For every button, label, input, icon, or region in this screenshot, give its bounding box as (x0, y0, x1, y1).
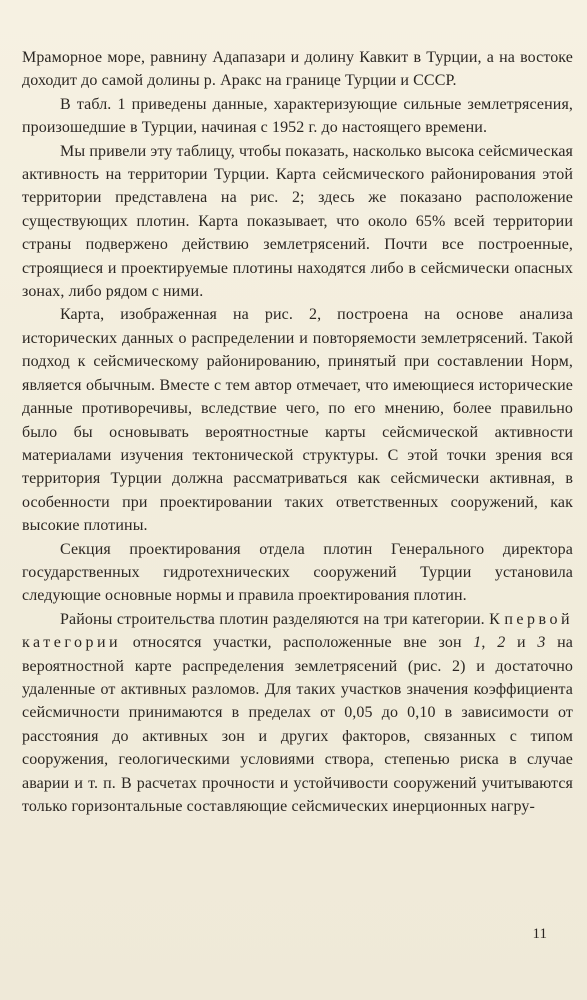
categories-text-1: Районы строительства плотин разделяются на три категории. К (60, 610, 505, 628)
paragraph-categories (22, 608, 573, 819)
first-category-spaced: первой категории (22, 610, 573, 652)
separator-1: , (481, 634, 498, 652)
zone-3: 3 (537, 634, 546, 652)
categories-text-3: на вероятностной карте распределения землетрясений (рис. 2) и достаточно удаленные от активных разломов. Для таких участков значения коэффициента сейсмичности принимаются в пределах от 0,05 до 0,10 в зависимости от расстояния до активных зон и других факторов, связанных с типом сооружения, геологическими условиями створа, степенью риска в случае аварии и т. п. В расчетах прочности и устойчивости сооружений учитываются только горизонтальные составляющие сейсмических инерционных нагру- (22, 634, 573, 815)
zone-2: 2 (497, 634, 506, 652)
body-text (22, 0, 573, 818)
paragraph-design-section: Секция проектирования отдела плотин Генерального директора государственных гидротехнических сооружений Турции установила следующие основные нормы и правила проектирования плотин. (22, 540, 573, 605)
zone-1: 1 (473, 634, 482, 652)
paragraph-table-reference: В табл. 1 приведены данные, характеризующие сильные землетрясения, произошедшие в Турции, начиная с 1952 г. до настоящего времени. (22, 95, 573, 137)
paragraph-continuation: Мраморное море, равнину Адапазари и долину Кавкит в Турции, а на востоке доходит до самой долины р. Аракс на границе Турции и СССР. (22, 49, 573, 90)
categories-text-2: относятся участки, расположенные вне зон (121, 634, 474, 652)
paragraph-seismic-activity: Мы привели эту таблицу, чтобы показать, насколько высока сейсмическая активность на территории Турции. Карта сейсмического районирования этой территории представлена на рис. 2; здесь же показано расположение существующих плотин. Карта показывает, что около 65% всей территории страны подвержено действию землетрясений. Почти все построенные, строящиеся и проектируемые плотины находятся либо в сейсмически опасных зонах, либо рядом с ними. (22, 142, 573, 301)
page-number: 11 (532, 926, 547, 942)
paragraph-map-analysis: Карта, изображенная на рис. 2, построена на основе анализа исторических данных о распределении и повторяемости землетрясений. Такой подход к сейсмическому районированию, принятый при составлении Норм, является обычным. Вместе с тем автор отмечает, что имеющиеся исторические данные противоречивы, вследствие чего, по его мнению, более правильно было бы основывать вероятностные карты сейсмической активности материалами изучения тектонической структуры. С этой точки зрения вся территория Турции должна рассматриваться как сейсмически активная, в особенности при проектировании таких ответственных сооружений, как высокие плотины. (22, 306, 573, 535)
separator-2: и (505, 634, 538, 652)
